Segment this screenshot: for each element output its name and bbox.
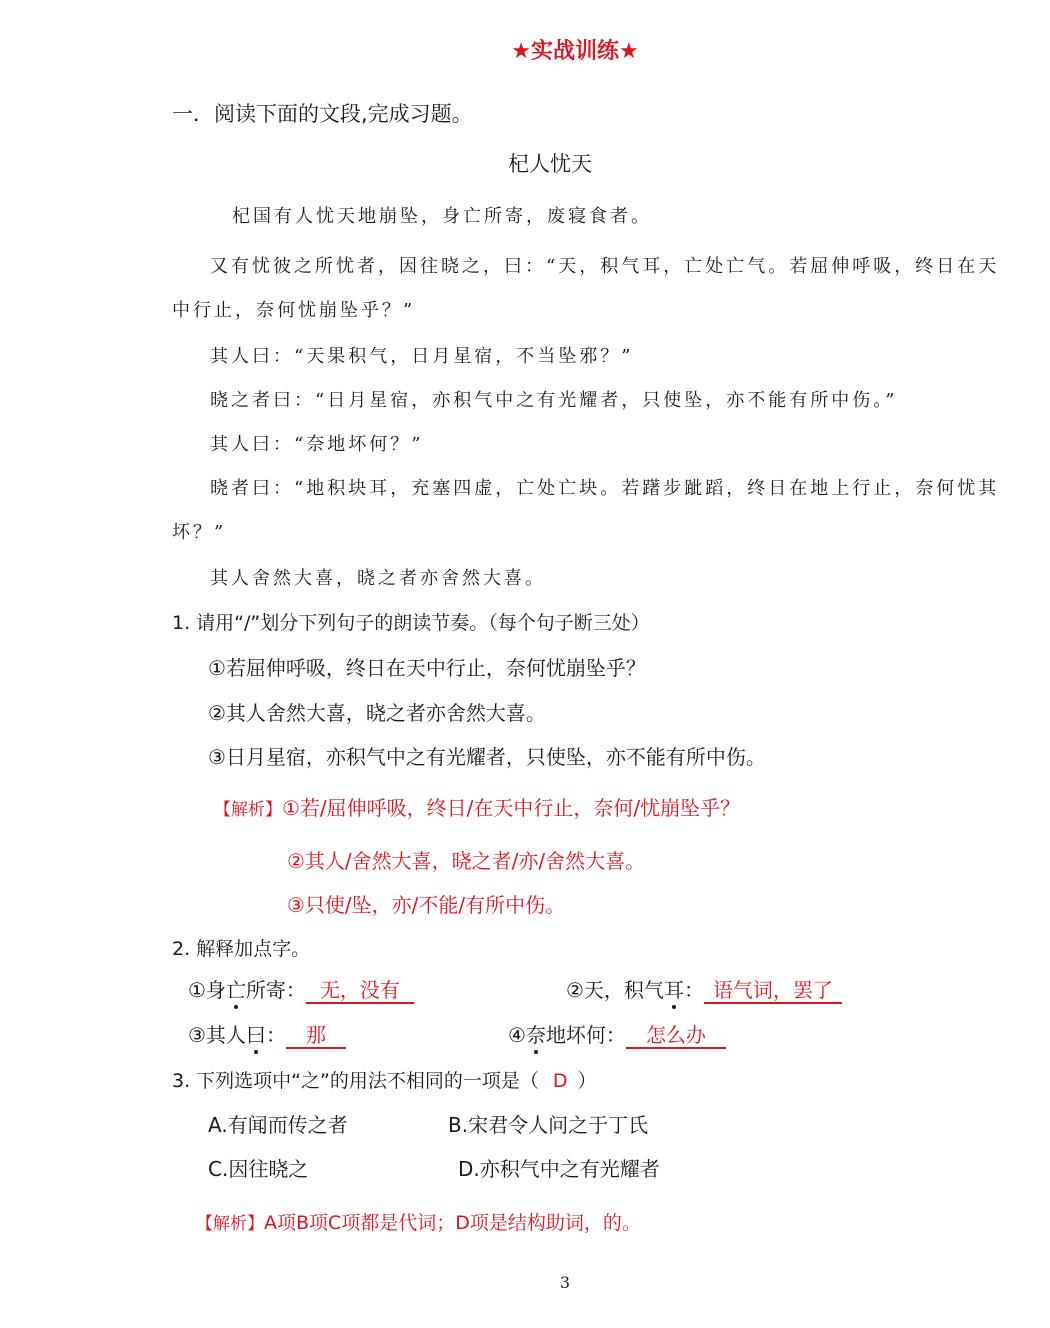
analysis-tag: 【解析】 (196, 1214, 264, 1234)
passage-line: 其人舍然大喜，晓之者亦舍然大喜。 (210, 568, 546, 589)
passage-line: 其人曰：“奈地坏何？” (210, 434, 424, 455)
q2-text: ②天，积气 (566, 978, 664, 1002)
emphasis-dot-char: 亡 (226, 974, 246, 1003)
analysis-tag: 【解析】 (214, 800, 282, 820)
question-1-item: ①若屈伸呼吸，终日在天中行止，奈何忧崩坠乎？ (208, 656, 646, 680)
q3-answer: D (552, 1070, 568, 1092)
passage-line: 杞国有人忧天地崩坠，身亡所寄，废寝食者。 (232, 206, 652, 227)
q3-prompt-text: 3. 下列选项中“之”的用法不相同的一项是（ (172, 1070, 539, 1092)
q2-item-4 (508, 1019, 726, 1049)
question-1-item: ②其人舍然大喜，晓之者亦舍然大喜。 (208, 701, 546, 725)
q2-text: ： (265, 1023, 286, 1047)
q2-text: ①身 (188, 978, 226, 1002)
analysis-answer: A项B项C项都是代词；D项是结构助词，的。 (264, 1212, 641, 1234)
q2-item-2 (566, 974, 842, 1004)
passage-line: 其人曰：“天果积气，日月星宿，不当坠邪？” (210, 346, 634, 367)
q2-text: 地坏何： (545, 1023, 626, 1047)
analysis-answer: ③只使/坠，亦/不能/有所中伤。 (287, 893, 566, 917)
section-heading: 一．阅读下面的文段,完成习题。 (172, 102, 473, 126)
passage-line: 晓之者曰：“日月星宿，亦积气中之有光耀者，只使坠，亦不能有所中伤。” (210, 390, 898, 411)
q2-text: 所寄： (245, 978, 306, 1002)
passage-line: 又有忧彼之所忧者，因往晓之，曰：“天，积气耳，亡处亡气。若屈伸呼吸，终日在天 (210, 256, 1000, 277)
practice-title: ★实战训练★ (511, 39, 639, 64)
emphasis-dot-char: 奈 (526, 1019, 546, 1048)
answer-blank: 语气词，罢了 (704, 979, 842, 1004)
q2-text: ④ (508, 1023, 526, 1047)
answer-blank: 那 (286, 1024, 346, 1049)
q2-item-1 (188, 974, 414, 1004)
emphasis-dot-char: 耳 (664, 974, 684, 1003)
question-1-prompt: 1. 请用“/”划分下列句子的朗读节奏。（每个句子断三处） (172, 612, 650, 634)
q3-prompt-end: ） (577, 1070, 597, 1092)
analysis-answer: ①若/屈伸呼吸，终日/在天中行止，奈何/忧崩坠乎？ (282, 796, 741, 820)
question-1-item: ③日月星宿，亦积气中之有光耀者，只使坠，亦不能有所中伤。 (208, 745, 766, 769)
emphasis-dot-char: 曰 (246, 1019, 266, 1048)
question-3-analysis (196, 1208, 641, 1235)
question-2-prompt: 2. 解释加点字。 (172, 938, 311, 960)
q2-text: ③其人 (188, 1023, 246, 1047)
q3-option-c: C.因往晓之 (208, 1157, 309, 1181)
q3-option-b: B.宋君令人问之于丁氏 (448, 1113, 649, 1137)
passage-line: 坏？” (172, 522, 227, 543)
question-1-analysis (214, 792, 740, 821)
passage-line: 晓者曰：“地积块耳，充塞四虚，亡处亡块。若躇步跐蹈，终日在地上行止，奈何忧其 (210, 478, 1000, 499)
q3-option-a: A.有闻而传之者 (208, 1113, 348, 1137)
page-number: 3 (559, 1273, 571, 1292)
question-3-prompt (172, 1066, 597, 1093)
passage-title: 杞人忧天 (508, 152, 592, 176)
q2-text: ： (683, 978, 704, 1002)
q2-item-3 (188, 1019, 346, 1049)
passage-line: 中行止，奈何忧崩坠乎？” (172, 300, 416, 321)
q3-option-d: D.亦积气中之有光耀者 (458, 1157, 660, 1181)
analysis-answer: ②其人/舍然大喜，晓之者/亦/舍然大喜。 (287, 849, 646, 873)
answer-blank: 无，没有 (306, 979, 414, 1004)
answer-blank: 怎么办 (626, 1024, 726, 1049)
